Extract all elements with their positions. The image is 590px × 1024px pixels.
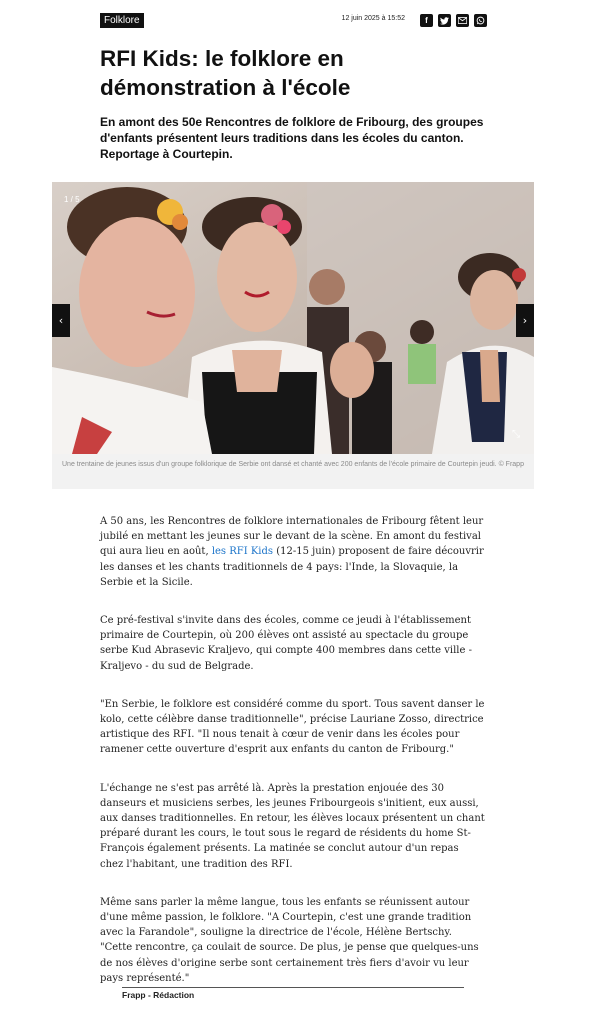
body-paragraph: Ce pré-festival s'invite dans des écoles, comme ce jeudi à l'établissement primaire de Courtepin, où 200 élèves ont assisté au spectacle du groupe serbe Kud Abrasevic Kraljevo, qui compte 400 membres dans cette ville - Kraljevo - du sud de Belgrade.: [100, 615, 472, 672]
email-icon[interactable]: [456, 14, 469, 27]
article-header-bar: [100, 12, 487, 30]
gallery-photo: [52, 182, 534, 454]
facebook-icon[interactable]: f: [420, 14, 433, 27]
photo-gallery[interactable]: [52, 182, 534, 454]
gallery-next-button[interactable]: [516, 304, 534, 337]
body-paragraph: Même sans parler la même langue, tous les enfants se réunissent autour d'une même passion, le folklore. "A Courtepin, c'est une grande tradition avec la Farandole", souligne la directrice de l'école, Hélène Bertschy. "Cette rencontre, ça coulait de source. De plus, je pense que quelques-uns de nos élèves d'origine serbe sont certainement très fiers d'avoir vu leur pays représenté.": [100, 896, 479, 984]
gallery-counter: 1 / 5: [64, 195, 80, 204]
rfi-kids-link[interactable]: les RFI Kids: [211, 546, 274, 558]
body-paragraph: [100, 514, 485, 590]
body-text: (12-15 juin) proposent de faire découvrir les danses et les chants traditionnels de 4 pays: l'Inde, la Slovaquie, la Serbie et la Sicile.: [100, 546, 484, 588]
chevron-left-icon: ‹: [58, 314, 64, 327]
article-body: [100, 514, 485, 1009]
article-lead: En amont des 50e Rencontres de folklore de Fribourg, des groupes d'enfants présentent leurs traditions dans les écoles du canton. Reportage à Courtepin.: [100, 115, 484, 161]
body-paragraph: L'échange ne s'est pas arrêté là. Après la prestation enjouée des 30 danseurs et musiciens serbes, les jeunes Fribourgeois s'initient, eux aussi, aux danses traditionnelles. En retour, les élèves locaux présentent un chant préparé durant les cours, le tout sous le regard de résidents du home St-François également présents. La matinée se conclut autour d'un repas chez l'habitant, une tradition des RFI.: [100, 782, 485, 870]
gallery-prev-button[interactable]: [52, 304, 70, 337]
share-buttons: [420, 14, 487, 27]
footer-divider: [122, 987, 464, 988]
article-title: RFI Kids: le folklore en démonstration à l'école: [100, 46, 351, 100]
author-credit: Frapp - Rédaction: [122, 990, 195, 1000]
body-text: A 50 ans, les Rencontres de folklore internationales de Fribourg fêtent leur jubilé en mettant les jeunes sur le devant de la scène. En amont du festival qui aura lieu en août,: [100, 516, 484, 558]
publish-date: 12 juin 2025 à 15:52: [341, 15, 405, 22]
category-tag[interactable]: Folklore: [100, 13, 144, 28]
whatsapp-icon[interactable]: [474, 14, 487, 27]
chevron-right-icon: ›: [522, 314, 528, 327]
photo-caption: Une trentaine de jeunes issus d'un groupe folklorique de Serbie ont dansé et chanté avec 200 enfants de l'école primaire de Courtepin jeudi. © Frapp: [52, 454, 534, 489]
body-paragraph: "En Serbie, le folklore est considéré comme du sport. Tous savent danser le kolo, cette célèbre danse traditionnelle", précise Lauriane Zosso, directrice artistique des RFI. "Il nous tenait à cœur de venir dans les écoles pour ramener cette ouverture d'esprit aux enfants du canton de Fribourg.": [100, 698, 485, 756]
expand-icon[interactable]: ⤡: [512, 429, 520, 440]
twitter-icon[interactable]: [438, 14, 451, 27]
